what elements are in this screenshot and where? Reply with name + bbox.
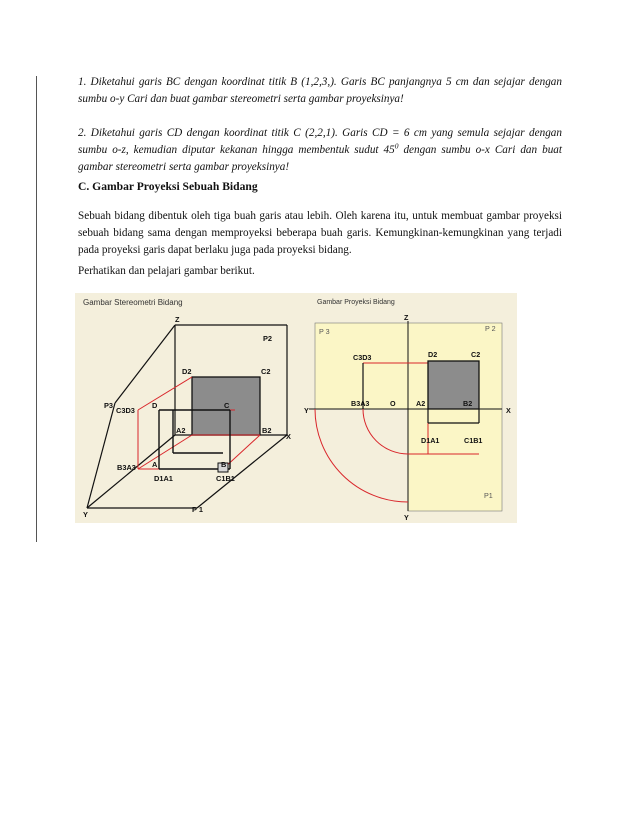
label-a2: A2: [176, 426, 186, 435]
figure: [75, 293, 517, 523]
problem-2: [78, 125, 562, 176]
label-p2: P 2: [485, 324, 496, 333]
label-y-bottom: Y: [404, 513, 409, 522]
label-b2: B2: [463, 399, 473, 408]
label-y: Y: [83, 510, 88, 519]
section-body: Sebuah bidang dibentuk oleh tiga buah garis atau lebih. Oleh karena itu, untuk membuat gambar proyeksi sebuah bidang sama dengan memproyeksi beberapa buah garis. Kemungkinan-kemungkinan yang terjadi pada proyeksi garis dapat berlaku juga pada proyeksi bidang.: [78, 210, 562, 256]
label-c1b1: C1B1: [464, 436, 483, 445]
label-a2: A2: [416, 399, 426, 408]
label-c3d3: C3D3: [353, 353, 372, 362]
label-z: Z: [175, 315, 180, 324]
label-z: Z: [404, 313, 409, 322]
projection-figure: [301, 293, 517, 523]
label-c2: C2: [471, 350, 481, 359]
label-o: O: [390, 399, 396, 408]
label-d2: D2: [182, 367, 192, 376]
degree-superscript: 0: [394, 141, 399, 151]
label-d2: D2: [428, 350, 438, 359]
problem-2-text: 2. Diketahui garis CD dengan koordinat titik C (2,2,1). Garis CD = 6 cm yang semula sejajar dengan sumbu o-z, kemudian diputar kekanan hingga membentuk sudut 45: [78, 127, 562, 156]
problem-1: 1. Diketahui garis BC dengan koordinat titik B (1,2,3,). Garis BC panjangnya 5 cm dan sejajar dengan sumbu o-y Cari dan buat gambar stereometri serta gambar proyeksinya!: [78, 76, 562, 105]
label-c3d3: C3D3: [116, 406, 135, 415]
label-p3: P 3: [319, 327, 330, 336]
problem-2-text-end: dengan sumbu o-x Cari dan buat gambar stereometri serta gambar proyeksinya!: [78, 144, 562, 173]
label-x: X: [506, 406, 511, 415]
label-a: A: [152, 460, 158, 469]
label-d1a1: D1A1: [154, 474, 173, 483]
label-p1: P 1: [192, 505, 203, 514]
label-d: D: [152, 401, 158, 410]
stereometry-title: Gambar Stereometri Bidang: [83, 298, 183, 307]
projection-title: Gambar Proyeksi Bidang: [317, 299, 395, 306]
label-b3a3: B3A3: [117, 463, 136, 472]
stereometry-figure: [75, 293, 301, 523]
label-x: X: [286, 432, 291, 441]
label-y-left: Y: [304, 406, 309, 415]
label-b3a3: B3A3: [351, 399, 370, 408]
label-p1: P1: [484, 491, 493, 500]
label-c: C: [224, 401, 230, 410]
label-c1b1: C1B1: [216, 474, 235, 483]
label-d1a1: D1A1: [421, 436, 440, 445]
label-b: B: [221, 460, 227, 469]
label-c2: C2: [261, 367, 271, 376]
label-b2: B2: [262, 426, 272, 435]
label-p2: P2: [263, 334, 273, 343]
instruction-text: Perhatikan dan pelajari gambar berikut.: [78, 265, 255, 277]
section-heading: C. Gambar Proyeksi Sebuah Bidang: [78, 180, 258, 193]
margin-rule: [36, 76, 37, 542]
label-p3: P3: [104, 401, 114, 410]
